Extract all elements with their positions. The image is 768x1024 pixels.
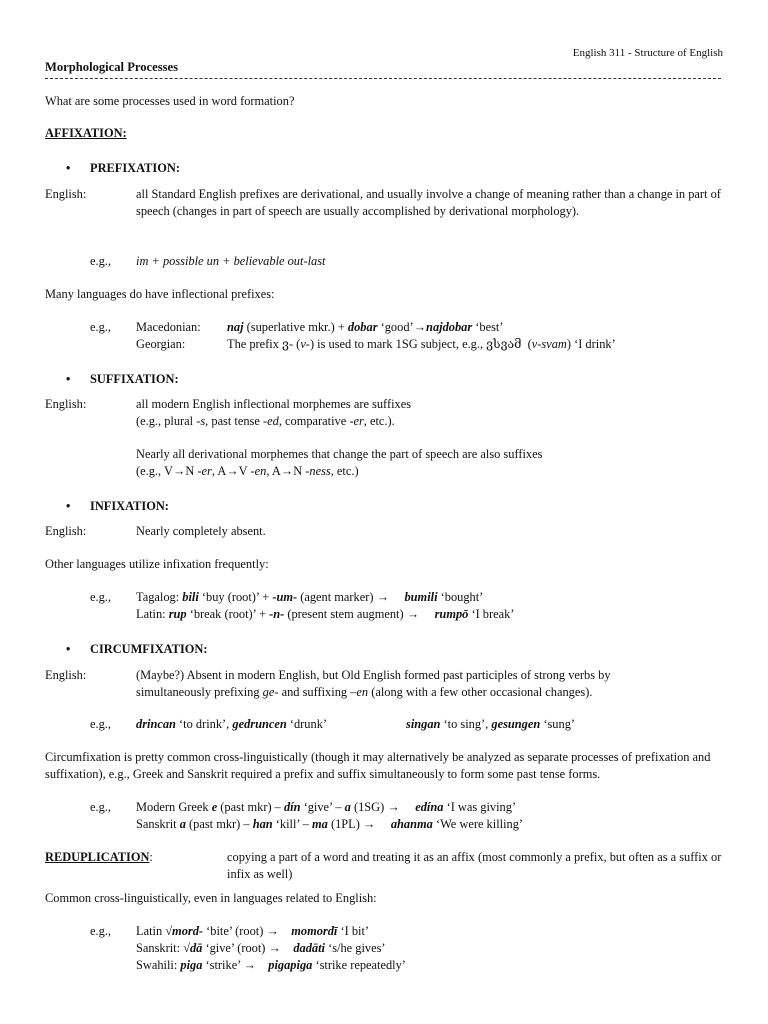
text: (e.g., V→N -: [136, 464, 202, 478]
circumfixation-eg-label: e.g.,: [90, 717, 111, 731]
reduplication-definition: copying a part of a word and treating it as an affix (most commonly a prefix, but often as a suffix or infix as well): [227, 850, 722, 881]
word-ahanma: ahanma: [390, 817, 433, 831]
text: , past tense -: [205, 414, 268, 428]
text: ‘best’: [472, 320, 504, 334]
prefixation-heading-label: PREFIXATION:: [90, 161, 180, 175]
old-english-sing-example: [406, 716, 575, 733]
text: ‘We were killing’: [432, 817, 524, 831]
text: (superlative mkr.) +: [243, 320, 348, 334]
text: ) ‘I drink’: [566, 337, 616, 351]
text-italic: en: [356, 684, 369, 699]
word-momordi: momordī: [291, 924, 338, 938]
text-italic: ed: [267, 414, 279, 428]
text: , etc.).: [363, 414, 395, 428]
word-a: a: [344, 800, 351, 814]
bullet-icon: •: [66, 161, 71, 175]
text: Sanskrit:: [136, 941, 184, 955]
word-a: a: [179, 817, 186, 831]
macedonian-example: [227, 319, 504, 336]
text-italic: ge-: [262, 684, 279, 699]
text: and suffixing –: [278, 684, 357, 699]
text: ‘I break’: [468, 607, 515, 621]
word-bili: bili: [182, 590, 199, 604]
text: ‘bite’ (root) →: [203, 924, 292, 938]
circumfixation-paragraph: Circumfixation is pretty common cross-linguistically (though it may alternatively be analyzed as separate processes of prefixation and suffixation), e.g., Greek and Sanskrit required a prefix and suffix simultaneously to form some past tense forms.: [45, 750, 711, 781]
word-n: -n-: [269, 607, 285, 621]
reduplication-eg-label: e.g.,: [90, 924, 111, 938]
text-italic: s: [200, 414, 206, 428]
infixation-eg-label: e.g.,: [90, 590, 111, 604]
word-um: -um-: [272, 590, 298, 604]
text: ‘kill’ –: [272, 817, 313, 831]
prefixation-heading: [66, 160, 180, 177]
word-drincan: drincan: [136, 717, 176, 731]
word-singan: singan: [406, 717, 441, 731]
bullet-icon: •: [66, 642, 71, 656]
infixation-english-text: Nearly completely absent.: [136, 524, 266, 538]
reduplication-common-text: Common cross-linguistically, even in languages related to English:: [45, 891, 377, 905]
sanskrit-redup-example: [136, 940, 386, 957]
tagalog-example: [136, 589, 483, 606]
text-italic: ness: [309, 464, 331, 478]
text: ‘give’ –: [300, 800, 345, 814]
text: (1PL) →: [327, 817, 391, 831]
word-ma: ma: [312, 817, 328, 831]
circumfixation-eg2-label: e.g.,: [90, 800, 111, 814]
dashed-divider: [45, 78, 721, 79]
text: ‘drunk’: [286, 717, 328, 731]
word-han: han: [252, 817, 273, 831]
text: (1SG) →: [350, 800, 416, 814]
text-italic: er: [353, 414, 364, 428]
word-e: e: [211, 800, 218, 814]
text: ‘I was giving’: [443, 800, 517, 814]
suffixation-line4: [136, 463, 359, 480]
infixation-other-text: Other languages utilize infixation frequently:: [45, 557, 269, 571]
word-dobar: dobar: [347, 320, 378, 334]
text: ‘bought’: [437, 590, 484, 604]
text: Tagalog:: [136, 590, 183, 604]
inflectional-prefixes-text: Many languages do have inflectional prefixes:: [45, 287, 275, 301]
word-gesungen: gesungen: [491, 717, 541, 731]
text: (Maybe?) Absent in modern English, but Old English formed past participles of strong verbs by simultaneously prefixing: [136, 668, 611, 699]
text: Latin: [136, 924, 166, 938]
word-pigapiga: pigapiga: [268, 958, 313, 972]
circumfixation-english-label: English:: [45, 668, 87, 682]
suffixation-heading: [66, 371, 179, 388]
georgian-example: [227, 336, 616, 353]
text: ) is used to mark 1SG subject, e.g., ვსვამ (: [309, 337, 532, 351]
word-bumili: bumili: [404, 590, 438, 604]
word-da: √dā: [183, 941, 203, 955]
text: (present stem augment) →: [284, 607, 435, 621]
prefixation-english-text: all Standard English prefixes are derivational, and usually involve a change of meaning rather than a change in part of speech (changes in part of speech are usually accomplished by derivational morphology).: [136, 187, 721, 218]
bullet-icon: •: [66, 372, 71, 386]
circumfixation-english-text: [136, 667, 676, 700]
reduplication-heading: [45, 849, 153, 866]
word-najdobar: najdobar: [426, 320, 473, 334]
suffixation-line3: Nearly all derivational morphemes that change the part of speech are also suffixes: [136, 447, 543, 461]
text: , A→N -: [266, 464, 310, 478]
word-rup: rup: [168, 607, 187, 621]
text: Sanskrit: [136, 817, 180, 831]
suffixation-heading-label: SUFFIXATION:: [90, 372, 179, 386]
text-italic: v-svam: [531, 337, 567, 351]
prefixation-eg2-label: e.g.,: [90, 320, 111, 334]
text: ‘to drink’,: [175, 717, 233, 731]
circumfixation-heading: [66, 641, 207, 658]
text: (past mkr) –: [185, 817, 253, 831]
suffixation-english-label: English:: [45, 397, 87, 411]
text: Modern Greek: [136, 800, 212, 814]
page-title: Morphological Processes: [45, 60, 179, 74]
word-dadati: dadāti: [293, 941, 325, 955]
text: ‘buy (root)’ +: [198, 590, 273, 604]
reduplication-heading-label: REDUPLICATION: [45, 850, 150, 864]
circumfixation-heading-label: CIRCUMFIXATION:: [90, 642, 208, 656]
affixation-heading: AFFIXATION:: [45, 126, 127, 140]
old-english-drink-example: [136, 716, 327, 733]
georgian-label: Georgian:: [136, 337, 186, 351]
suffixation-line1: all modern English inflectional morphemes are suffixes: [136, 397, 412, 411]
text: ‘strike’ →: [202, 958, 269, 972]
word-mord: √mord-: [165, 924, 204, 938]
word-naj: naj: [227, 320, 244, 334]
text: The prefix ვ- (: [227, 337, 301, 351]
word-piga: piga: [180, 958, 203, 972]
text: ‘give’ (root) →: [202, 941, 294, 955]
text: ‘strike repeatedly’: [312, 958, 406, 972]
intro-question: What are some processes used in word formation?: [45, 94, 295, 108]
infixation-heading: [66, 498, 169, 515]
text: Latin:: [136, 607, 169, 621]
text: ‘to sing’,: [440, 717, 492, 731]
prefixation-eg-label: e.g.,: [90, 254, 111, 268]
text: ‘break (root)’ +: [186, 607, 270, 621]
text-italic: v-: [300, 337, 310, 351]
text: ‘good’→: [377, 320, 427, 334]
prefixation-english-label: English:: [45, 187, 87, 201]
text: (past mkr) –: [217, 800, 284, 814]
word-din: dín: [283, 800, 301, 814]
text: (agent marker) →: [297, 590, 405, 604]
course-header: English 311 - Structure of English: [572, 47, 723, 59]
text: (along with a few other occasional changes).: [368, 684, 593, 699]
prefixation-eg-text: im + possible un + believable out-last: [136, 254, 326, 268]
infixation-heading-label: INFIXATION:: [90, 499, 169, 513]
text-italic: er: [201, 464, 212, 478]
text: , A→V -: [211, 464, 255, 478]
latin-infix-example: [136, 606, 514, 623]
swahili-redup-example: [136, 957, 406, 974]
word-rumpo: rumpō: [434, 607, 469, 621]
text: ‘sung’: [540, 717, 576, 731]
text: :: [149, 850, 153, 864]
word-edina: edína: [415, 800, 444, 814]
text: Swahili:: [136, 958, 181, 972]
latin-redup-example: [136, 923, 369, 940]
greek-example: [136, 799, 516, 816]
text: ‘s/he gives’: [324, 941, 386, 955]
suffixation-line2: [136, 413, 395, 430]
word-gedruncen: gedruncen: [232, 717, 287, 731]
text: , etc.): [330, 464, 359, 478]
infixation-english-label: English:: [45, 524, 87, 538]
text: ‘I bit’: [337, 924, 370, 938]
text-italic: en: [254, 464, 267, 478]
text: (e.g., plural -: [136, 414, 201, 428]
bullet-icon: •: [66, 499, 71, 513]
macedonian-label: Macedonian:: [136, 320, 201, 334]
text: , comparative -: [278, 414, 354, 428]
sanskrit-circumfix-example: [136, 816, 523, 833]
